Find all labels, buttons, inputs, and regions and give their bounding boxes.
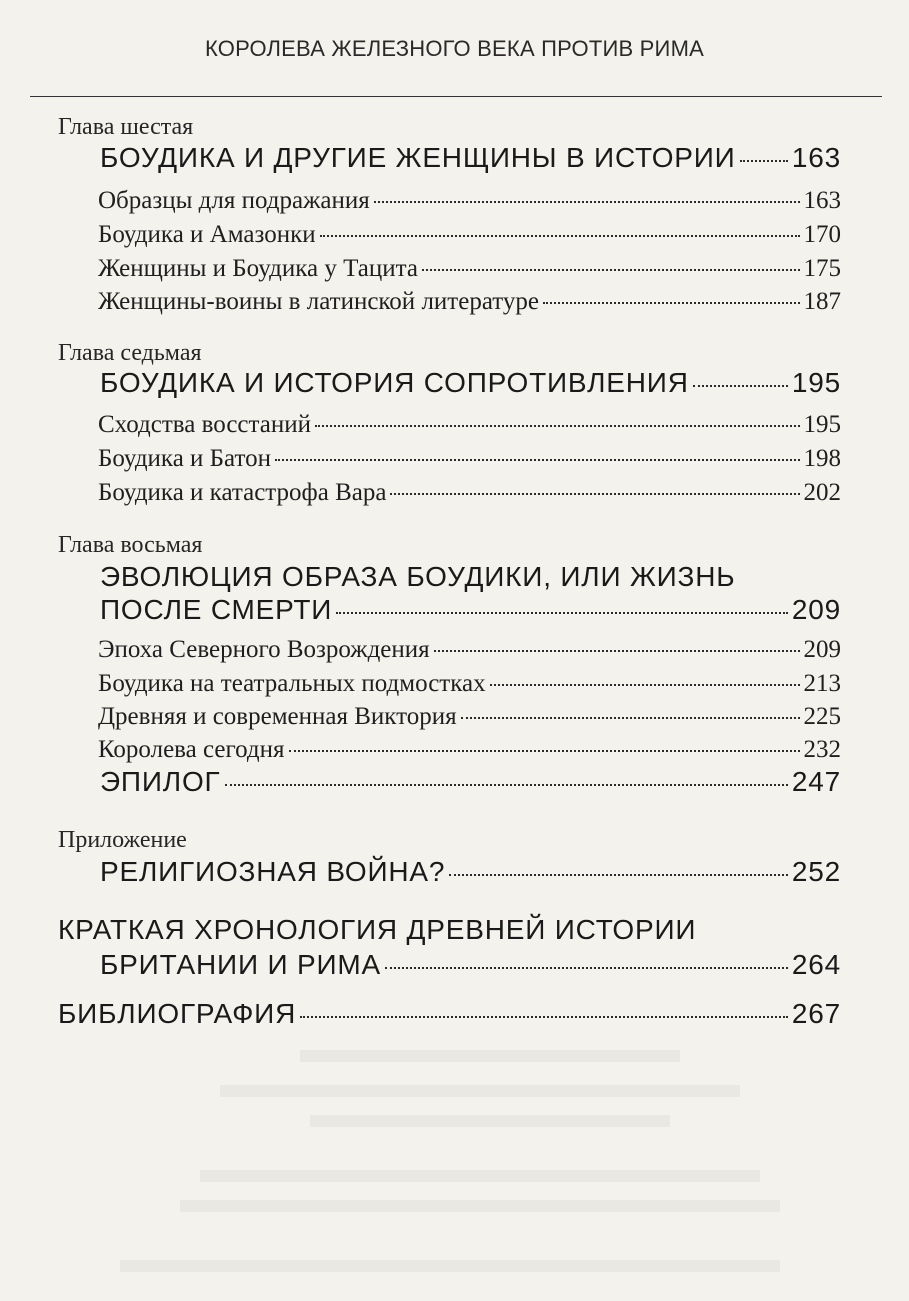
section-title: Древняя и современная Виктория bbox=[98, 703, 457, 730]
section-title: Сходства восстаний bbox=[98, 411, 311, 438]
page-number: 225 bbox=[803, 703, 841, 730]
page-number: 209 bbox=[803, 636, 841, 663]
page-number: 264 bbox=[791, 949, 841, 980]
page-number: 209 bbox=[791, 594, 841, 625]
leader-dots bbox=[390, 493, 799, 495]
chapter-label: Глава восьмая bbox=[58, 532, 203, 558]
toc-entry-section[interactable] bbox=[98, 221, 841, 249]
bibliography-title: БИБЛИОГРАФИЯ bbox=[58, 998, 297, 1029]
section-title: Женщины-воины в латинской литературе bbox=[98, 288, 539, 315]
page-number: 195 bbox=[791, 367, 841, 398]
leader-dots bbox=[225, 784, 788, 786]
page-number: 198 bbox=[803, 445, 841, 472]
section-title: Эпоха Северного Возрождения bbox=[98, 636, 430, 663]
appendix-title: РЕЛИГИОЗНАЯ ВОЙНА? bbox=[100, 856, 446, 887]
toc-entry-appendix[interactable] bbox=[100, 856, 841, 888]
toc-entry-section[interactable] bbox=[98, 670, 841, 698]
leader-dots bbox=[315, 425, 800, 427]
chapter-label: Глава седьмая bbox=[58, 340, 202, 366]
page-number: 175 bbox=[803, 255, 841, 282]
appendix-label: Приложение bbox=[58, 827, 187, 853]
leader-dots bbox=[374, 201, 800, 203]
page-number: 163 bbox=[791, 142, 841, 173]
leader-dots bbox=[336, 612, 788, 614]
leader-dots bbox=[289, 750, 800, 752]
leader-dots bbox=[275, 459, 800, 461]
section-title: Королева сегодня bbox=[98, 736, 285, 763]
toc-entry-section[interactable] bbox=[98, 411, 841, 439]
toc-entry-chapter[interactable] bbox=[100, 367, 841, 399]
leader-dots bbox=[385, 967, 788, 969]
chapter-title-line[interactable]: ЭВОЛЮЦИЯ ОБРАЗА БОУДИКИ, ИЛИ ЖИЗНЬ bbox=[100, 561, 736, 592]
toc-entry-bibliography[interactable] bbox=[58, 998, 841, 1030]
toc-entry-section[interactable] bbox=[98, 636, 841, 664]
leader-dots bbox=[449, 874, 788, 876]
toc-entry-section[interactable] bbox=[98, 255, 841, 283]
leader-dots bbox=[490, 684, 800, 686]
leader-dots bbox=[300, 1016, 788, 1018]
page-number: 247 bbox=[791, 766, 841, 797]
page-number: 252 bbox=[791, 856, 841, 887]
page-number: 163 bbox=[803, 187, 841, 214]
leader-dots bbox=[422, 269, 800, 271]
page-number: 187 bbox=[803, 288, 841, 315]
page-number: 195 bbox=[803, 411, 841, 438]
toc-entry-section[interactable] bbox=[98, 479, 841, 507]
toc-entry-chapter[interactable] bbox=[100, 142, 841, 174]
page-number: 232 bbox=[803, 736, 841, 763]
page-number: 202 bbox=[803, 479, 841, 506]
toc-entry-section[interactable] bbox=[98, 703, 841, 731]
leader-dots bbox=[693, 385, 788, 387]
chapter-title: БОУДИКА И ДРУГИЕ ЖЕНЩИНЫ В ИСТОРИИ bbox=[100, 142, 736, 173]
toc-entry-chapter[interactable] bbox=[100, 594, 841, 626]
page-number: 267 bbox=[791, 998, 841, 1029]
section-title: Боудика и катастрофа Вара bbox=[98, 479, 387, 506]
toc-entry-section[interactable] bbox=[98, 445, 841, 473]
page-number: 213 bbox=[803, 670, 841, 697]
chapter-label: Глава шестая bbox=[58, 114, 194, 140]
leader-dots bbox=[543, 302, 800, 304]
section-title: Боудика и Амазонки bbox=[98, 221, 316, 248]
toc-entry-epilogue[interactable] bbox=[100, 766, 841, 798]
section-title: Женщины и Боудика у Тацита bbox=[98, 255, 418, 282]
chapter-title: БОУДИКА И ИСТОРИЯ СОПРОТИВЛЕНИЯ bbox=[100, 367, 689, 398]
page-number: 170 bbox=[803, 221, 841, 248]
chronology-title-line[interactable]: КРАТКАЯ ХРОНОЛОГИЯ ДРЕВНЕЙ ИСТОРИИ bbox=[58, 914, 697, 945]
toc-entry-chronology[interactable] bbox=[100, 949, 841, 981]
leader-dots bbox=[434, 650, 800, 652]
leader-dots bbox=[320, 235, 800, 237]
leader-dots bbox=[461, 717, 800, 719]
running-header: КОРОЛЕВА ЖЕЛЕЗНОГО ВЕКА ПРОТИВ РИМА bbox=[205, 36, 704, 61]
chronology-title: БРИТАНИИ И РИМА bbox=[100, 949, 381, 980]
section-title: Боудика и Батон bbox=[98, 445, 271, 472]
chapter-title: ПОСЛЕ СМЕРТИ bbox=[100, 594, 333, 625]
epilogue-title: ЭПИЛОГ bbox=[100, 766, 221, 797]
section-title: Образцы для подражания bbox=[98, 187, 370, 214]
toc-entry-section[interactable] bbox=[98, 187, 841, 215]
leader-dots bbox=[740, 160, 788, 162]
section-title: Боудика на театральных подмостках bbox=[98, 670, 486, 697]
toc-entry-section[interactable] bbox=[98, 288, 841, 316]
toc-entry-section[interactable] bbox=[98, 736, 841, 764]
